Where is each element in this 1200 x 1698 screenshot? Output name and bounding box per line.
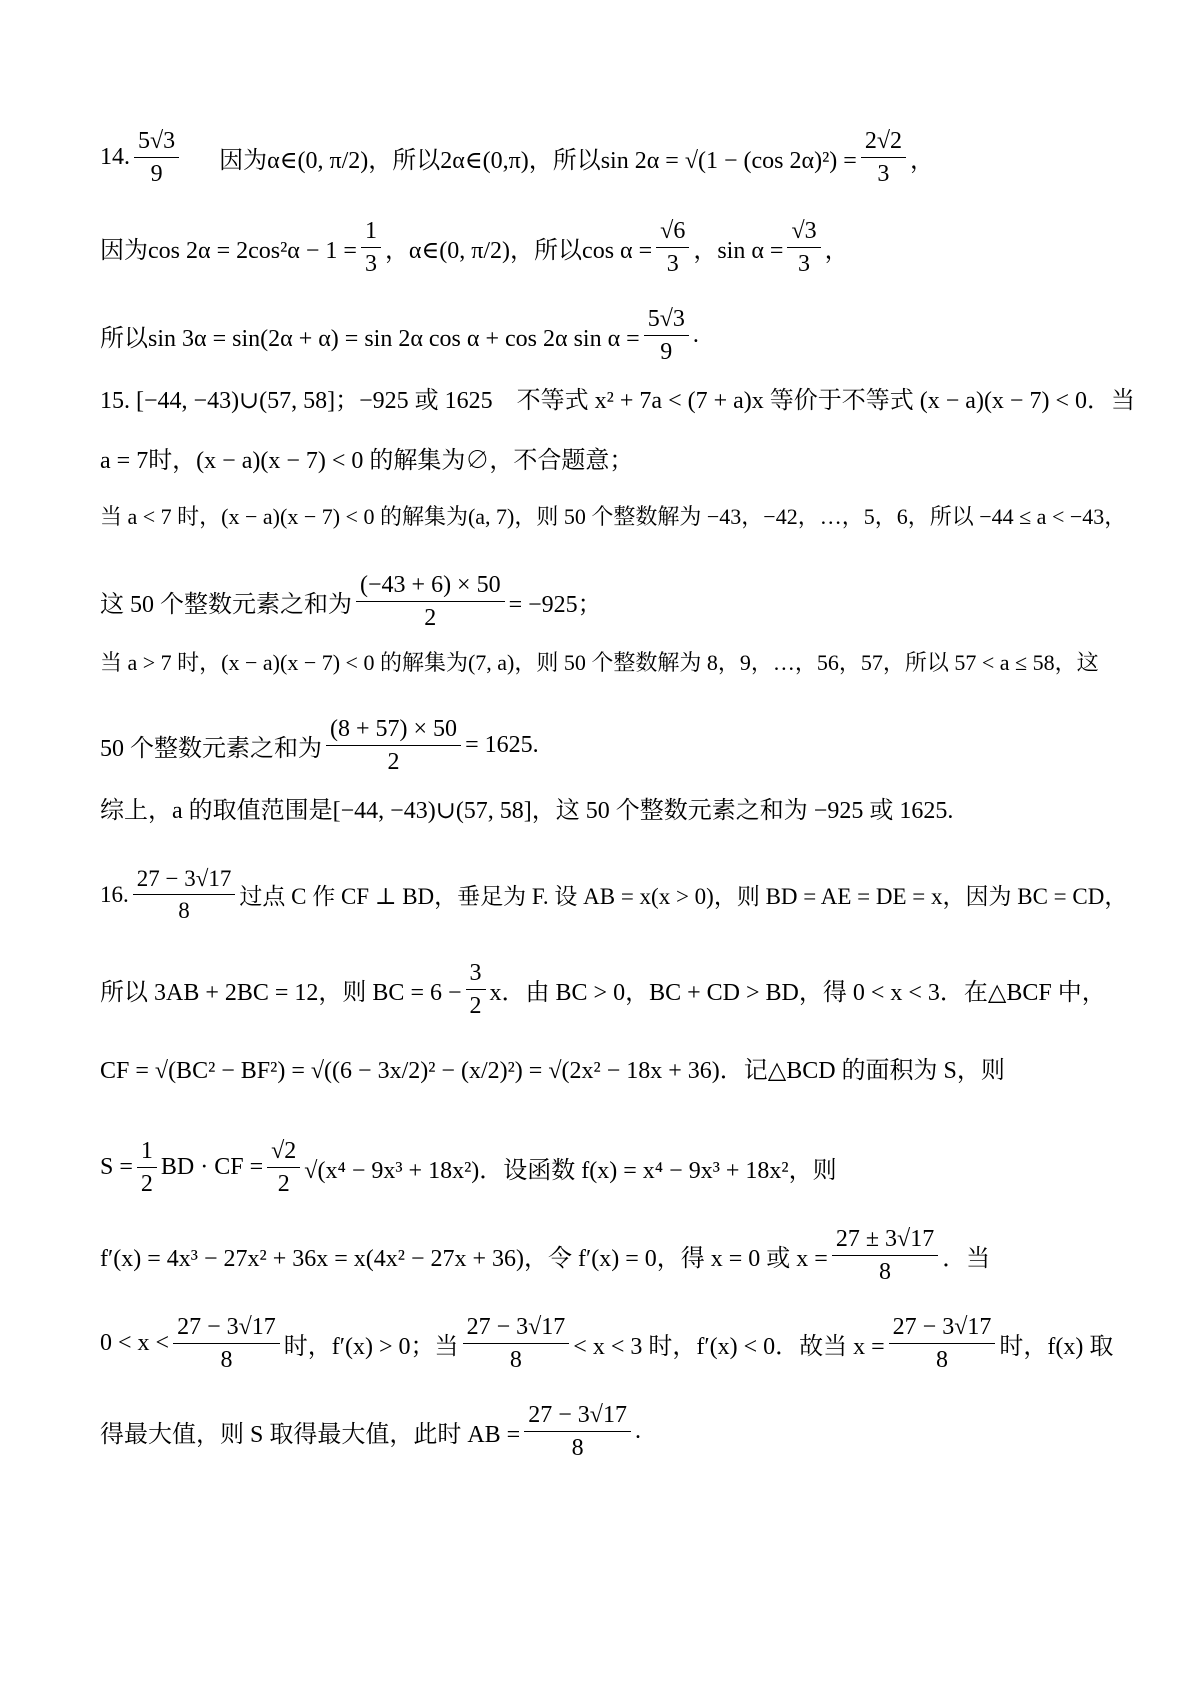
line-text: . [692,322,699,349]
text-line [100,1402,1112,1462]
line-text: 15. [−44, −43)∪(57, 58]；−925 或 1625 不等式 x² + 7a < (7 + a)x 等价于不等式 (x − a)(x − 7) < 0．当 [100,388,1135,414]
text-line [100,716,1112,776]
line-text: ．当 [942,1246,991,1273]
fraction-denominator: 2 [469,993,482,1020]
fraction [861,128,906,188]
line-text: 因为cos 2α = 2cos²α − 1 = [100,238,357,265]
fraction [137,1138,157,1198]
line-text: √(x⁴ − 9x³ + 18x²)．设函数 f(x) = x⁴ − 9x³ + 18x²，则 [304,1158,837,1185]
fraction-denominator: 3 [877,161,890,188]
fraction [361,218,381,278]
fraction-denominator: 3 [364,251,377,278]
fraction [267,1138,300,1198]
fraction-denominator: 8 [936,1347,949,1374]
text-line [100,306,1112,366]
line-text: 这 50 个整数元素之和为 [100,592,352,619]
fraction [889,1314,996,1374]
fraction [173,1314,280,1374]
line-text: 16. [100,881,129,907]
line-text: ， [909,148,934,175]
fraction-denominator: 8 [509,1347,522,1374]
fraction-denominator: 8 [879,1259,892,1286]
line-text: ，sin α = [693,238,784,265]
text-line [100,1314,1112,1374]
fraction-numerator: 5√3 [134,128,179,158]
fraction-numerator: (−43 + 6) × 50 [356,572,505,602]
line-text: 0 < x < [100,1330,170,1357]
fraction-denominator: 3 [798,251,811,278]
text-line [100,790,1112,825]
fraction [133,866,236,924]
fraction [787,218,820,278]
line-text: 所以sin 3α = sin(2α + α) = sin 2α cos α + cos 2α sin α = [100,326,640,353]
fraction-denominator: 2 [140,1171,153,1198]
fraction-numerator: 27 − 3√17 [463,1314,570,1344]
text-line [100,866,1128,924]
fraction-numerator: 27 − 3√17 [173,1314,280,1344]
fraction-numerator: 1 [137,1138,157,1168]
text-line [100,572,1112,632]
line-text: ，α∈(0, π/2)，所以cos α = [384,238,653,265]
text-line [100,500,1127,531]
text-line [100,646,1112,677]
fraction [466,960,486,1020]
line-text: 得最大值，则 S 取得最大值，此时 AB = [100,1422,521,1449]
line-text: 过点 C 作 CF ⊥ BD，垂足为 F. 设 AB = x(x > 0)，则 BD = AE = DE = x，因为 BC = CD， [239,884,1128,910]
line-text: 时，f(x) 取 [999,1334,1114,1361]
line-text: . [634,1418,641,1445]
fraction-denominator: 2 [277,1171,290,1198]
text-line [100,440,1112,475]
text-line [100,960,1112,1020]
line-text: 因为α∈(0, π/2)，所以2α∈(0,π)，所以sin 2α = √(1 − (cos 2α)²) = [219,148,857,175]
fraction-numerator: 27 ± 3√17 [832,1226,938,1256]
text-line [100,218,1112,278]
fraction-numerator: 27 − 3√17 [133,866,236,895]
fraction [656,218,689,278]
fraction-numerator: 2√2 [861,128,906,158]
line-text: S = [100,1154,133,1181]
line-text: 14. [100,144,130,171]
fraction-numerator: √6 [656,218,689,248]
fraction-numerator: 3 [466,960,486,990]
line-text: = 1625. [465,732,539,759]
fraction-denominator: 3 [666,251,679,278]
fraction-numerator: (8 + 57) × 50 [326,716,461,746]
line-text: f′(x) = 4x³ − 27x² + 36x = x(4x² − 27x + 36)，令 f′(x) = 0，得 x = 0 或 x = [100,1246,828,1273]
line-text: a = 7时，(x − a)(x − 7) < 0 的解集为∅，不合题意； [100,448,634,474]
line-text: 当 a < 7 时，(x − a)(x − 7) < 0 的解集为(a, 7)，则 50 个整数解为 −43，−42，…，5，6，所以 −44 ≤ a < −43， [100,504,1127,529]
fraction-numerator: 27 − 3√17 [889,1314,996,1344]
fraction [326,716,461,776]
fraction [356,572,505,632]
fraction-denominator: 2 [424,605,437,632]
fraction [524,1402,631,1462]
line-text: 综上，a 的取值范围是[−44, −43)∪(57, 58]，这 50 个整数元素之和为 −925 或 1625. [100,798,954,824]
fraction-denominator: 8 [178,898,190,924]
line-text: 所以 3AB + 2BC = 12，则 BC = 6 − [100,980,462,1007]
fraction [134,128,179,188]
line-text: 50 个整数元素之和为 [100,736,322,763]
line-text: 时，f′(x) > 0；当 [283,1334,459,1361]
line-text: BD · CF = [160,1154,264,1181]
line-text: < x < 3 时，f′(x) < 0．故当 x = [573,1334,885,1361]
text-line [100,1050,1112,1085]
text-line [100,1138,1112,1198]
fraction-numerator: √2 [267,1138,300,1168]
text-line [100,128,1112,188]
line-text: x．由 BC > 0，BC + CD > BD，得 0 < x < 3．在△BCF 中， [489,980,1106,1007]
fraction-numerator: 1 [361,218,381,248]
fraction-denominator: 9 [150,161,163,188]
line-text: ， [824,238,849,265]
text-line [100,380,1135,415]
fraction-numerator: 5√3 [644,306,689,336]
fraction [463,1314,570,1374]
fraction-denominator: 8 [220,1347,233,1374]
fraction-numerator: √3 [787,218,820,248]
fraction [644,306,689,366]
fraction-denominator: 2 [387,749,400,776]
line-text: CF = √(BC² − BF²) = √((6 − 3x/2)² − (x/2)²) = √(2x² − 18x + 36)．记△BCD 的面积为 S，则 [100,1058,1005,1084]
fraction-denominator: 9 [660,339,673,366]
text-line [100,1226,1112,1286]
fraction-denominator: 8 [571,1435,584,1462]
line-text: 当 a > 7 时，(x − a)(x − 7) < 0 的解集为(7, a)，则 50 个整数解为 8，9，…，56，57，所以 57 < a ≤ 58，这 [100,650,1099,675]
line-text: = −925； [508,592,602,619]
fraction [832,1226,938,1286]
fraction-numerator: 27 − 3√17 [524,1402,631,1432]
